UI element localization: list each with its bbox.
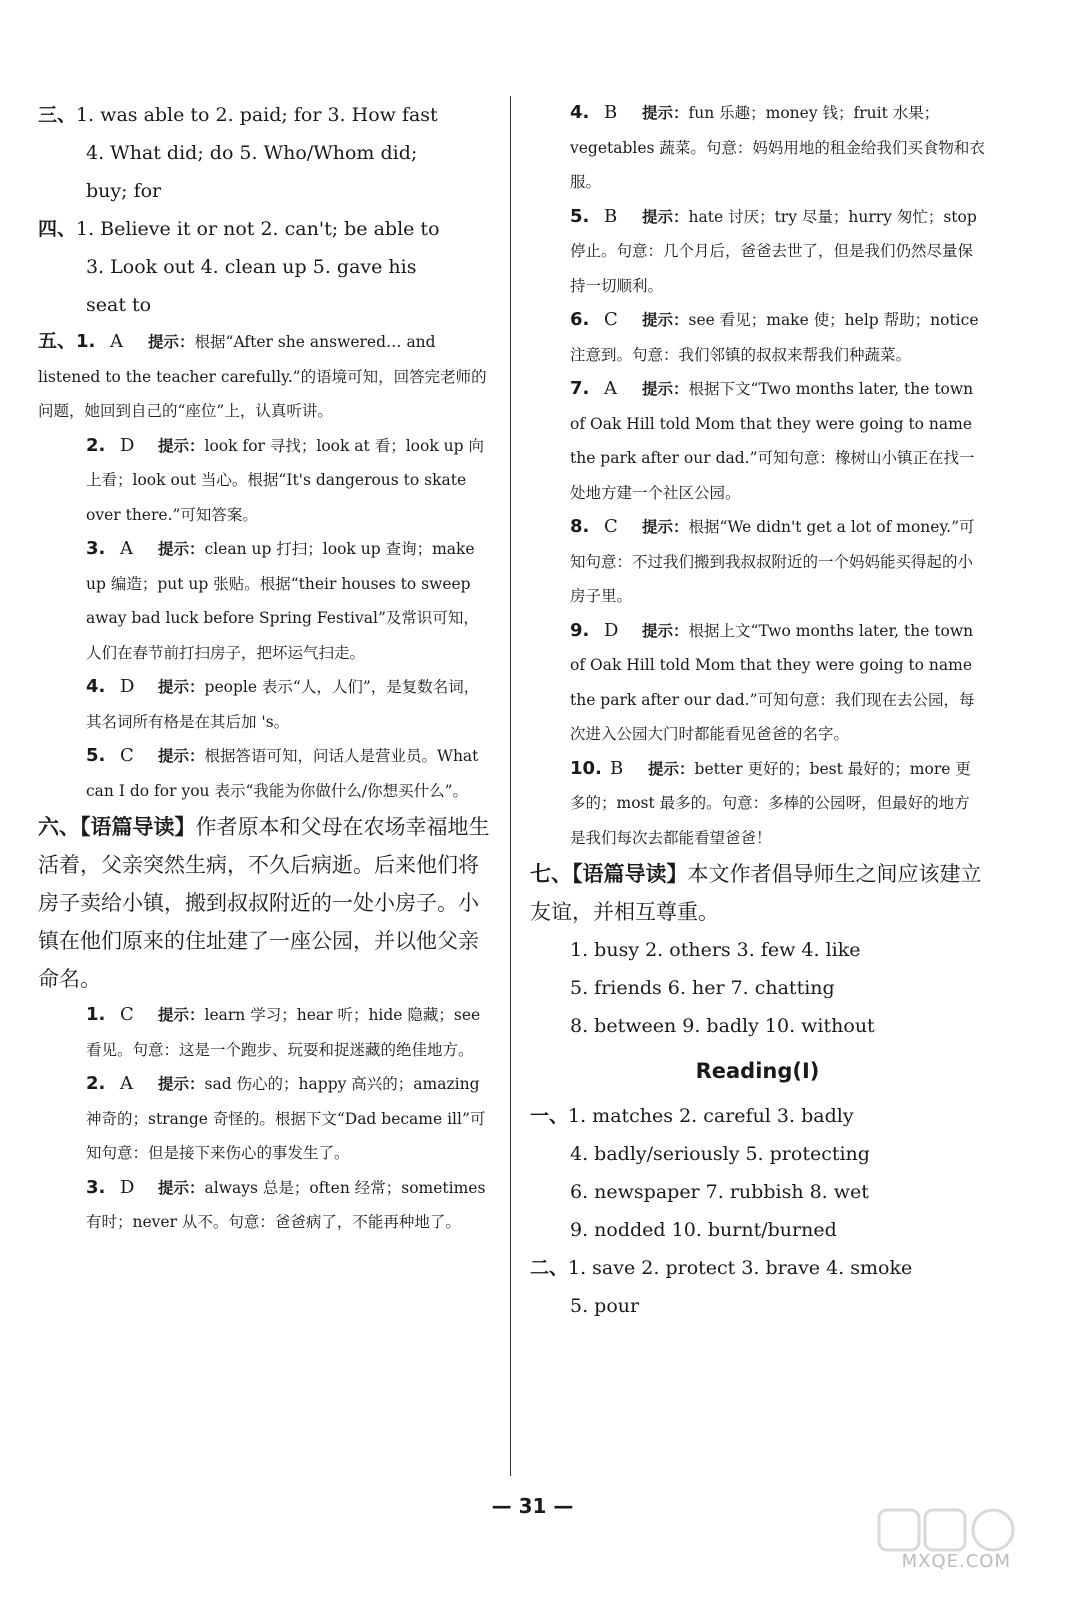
column-divider bbox=[510, 96, 511, 1476]
item-text: learn 学习；hear 听；hide 隐藏；see 看见。句意：这是一个跑步、玩耍和捉迷藏的绝佳地方。 bbox=[86, 1006, 481, 1059]
answer-line: 1. matches 2. careful 3. badly bbox=[568, 1105, 854, 1127]
tip-label: 提示： bbox=[642, 518, 689, 536]
item-number: 2. bbox=[86, 434, 106, 456]
list-item bbox=[530, 752, 985, 856]
list-item bbox=[530, 96, 985, 200]
section-7 bbox=[530, 855, 985, 1045]
tip-label: 提示： bbox=[648, 759, 695, 778]
section-marker: 七、 bbox=[530, 861, 572, 886]
section-6 bbox=[38, 808, 493, 1240]
watermark-text: MXQE.COM bbox=[901, 1551, 1011, 1572]
list-item bbox=[38, 739, 493, 808]
section-marker: 三、 bbox=[38, 104, 77, 126]
answer-line: 4. What did; do 5. Who/Whom did; bbox=[86, 142, 418, 164]
answer-line: 5. friends 6. her 7. chatting bbox=[570, 977, 835, 999]
item-number: 4. bbox=[570, 102, 590, 123]
tip-label: 提示： bbox=[158, 1178, 205, 1197]
answer-line: seat to bbox=[86, 294, 152, 316]
item-number: 9. bbox=[570, 619, 590, 641]
tip-label: 提示： bbox=[158, 678, 205, 696]
item-choice: C bbox=[604, 309, 618, 330]
section-marker: 四、 bbox=[38, 218, 77, 240]
item-choice: D bbox=[604, 619, 619, 641]
guide-text: 作者原本和父母在农场幸福地生活着，父亲突然生病，不久后病逝。后来他们将房子卖给小镇，搬到叔叔附近的一处小房子。小镇在他们原来的住址建了一座公园，并以他父亲命名。 bbox=[38, 815, 490, 991]
list-item bbox=[530, 303, 985, 372]
item-number: 2. bbox=[86, 1073, 106, 1094]
list-item bbox=[38, 1171, 493, 1240]
answer-line: 8. between 9. badly 10. without bbox=[570, 1015, 875, 1037]
item-choice: C bbox=[120, 1004, 134, 1025]
section-marker: 一、 bbox=[530, 1105, 569, 1127]
item-text: better 更好的；best 最好的；more 更多的；most 最多的。句意：多棒的公园呀，但最好的地方是我们每次去都能看望爸爸！ bbox=[570, 759, 971, 847]
item-text: sad 伤心的；happy 高兴的；amazing 神奇的；strange 奇怪的。根据下文“Dad became ill”可知句意：但是接下来伤心的事发生了。 bbox=[86, 1075, 486, 1162]
answer-line: 3. Look out 4. clean up 5. gave his bbox=[86, 256, 417, 278]
answer-line: 5. pour bbox=[570, 1295, 640, 1317]
item-choice: B bbox=[610, 757, 624, 779]
section-marker: 六、 bbox=[38, 814, 80, 839]
item-number: 10. bbox=[570, 757, 602, 779]
item-text: 根据“We didn't get a lot of money.”可知句意：不过我们搬到我叔叔附近的一个妈妈能买得起的小房子里。 bbox=[570, 518, 975, 605]
item-number: 8. bbox=[570, 516, 590, 537]
answer-line: buy; for bbox=[86, 180, 162, 202]
list-item bbox=[38, 532, 493, 670]
item-choice: D bbox=[120, 434, 135, 456]
section-heading: Reading(Ⅰ) bbox=[695, 1059, 820, 1083]
item-choice: C bbox=[120, 745, 134, 766]
list-item bbox=[38, 429, 493, 533]
tip-label: 提示： bbox=[158, 747, 205, 765]
section-3 bbox=[38, 96, 493, 210]
item-text: see 看见；make 使；help 帮助；notice 注意到。句意：我们邻镇的叔叔来帮我们种蔬菜。 bbox=[570, 311, 979, 364]
tip-label: 提示： bbox=[642, 380, 689, 398]
list-item bbox=[530, 200, 985, 304]
item-number: 7. bbox=[570, 378, 590, 399]
item-choice: A bbox=[120, 1073, 133, 1094]
section-marker: 五、 bbox=[38, 330, 77, 352]
reading-guide bbox=[38, 808, 493, 998]
item-text: look for 寻找；look at 看；look up 向上看；look out 当心。根据“It's dangerous to skate over there.”可知答案。 bbox=[86, 436, 484, 524]
list-item bbox=[530, 614, 985, 752]
section-4 bbox=[38, 210, 493, 324]
tip-label: 提示： bbox=[158, 1006, 205, 1024]
answer-line: 1. busy 2. others 3. few 4. like bbox=[570, 939, 861, 961]
list-item bbox=[38, 998, 493, 1067]
reading-section-1 bbox=[530, 1097, 985, 1249]
answer-line: 1. save 2. protect 3. brave 4. smoke bbox=[568, 1257, 913, 1279]
tip-label: 提示： bbox=[158, 436, 205, 455]
answer-line: 1. was able to 2. paid; for 3. How fast bbox=[76, 104, 438, 126]
item-choice: A bbox=[604, 378, 617, 399]
section-6-continued bbox=[530, 96, 985, 855]
item-text: people 表示“人，人们”，是复数名词，其名词所有格是在其后加 's。 bbox=[86, 678, 480, 731]
item-text: always 总是；often 经常；sometimes 有时；never 从不。句意：爸爸病了，不能再种地了。 bbox=[86, 1178, 486, 1231]
section-5 bbox=[38, 324, 493, 808]
item-choice: D bbox=[120, 676, 135, 697]
item-text: hate 讨厌；try 尽量；hurry 匆忙；stop 停止。句意：几个月后，爸爸去世了，但是我们仍然尽量保持一切顺利。 bbox=[570, 207, 977, 295]
tip-label: 提示： bbox=[148, 333, 195, 351]
item-choice: A bbox=[110, 331, 124, 352]
item-number: 1. bbox=[76, 331, 96, 352]
answer-line: 9. nodded 10. burnt/burned bbox=[570, 1219, 837, 1241]
tip-label: 提示： bbox=[158, 540, 205, 558]
list-item bbox=[530, 510, 985, 614]
item-number: 1. bbox=[86, 1004, 106, 1025]
page-number: — 31 — bbox=[491, 1494, 574, 1518]
tip-label: 提示： bbox=[642, 104, 689, 122]
item-number: 5. bbox=[570, 205, 590, 227]
item-choice: C bbox=[604, 516, 618, 537]
reading-section-2 bbox=[530, 1249, 985, 1325]
item-choice: D bbox=[120, 1176, 135, 1198]
guide-label: 【语篇导读】 bbox=[572, 861, 688, 886]
item-text: 根据“After she answered… and listened to the teacher carefully.”的语境可知，回答完老师的问题，她回到自己的“座位”上，认真听讲。 bbox=[38, 333, 487, 420]
answer-line: 1. Believe it or not 2. can't; be able to bbox=[76, 218, 440, 240]
guide-text: 本文作者倡导师生之间应该建立友谊，并相互尊重。 bbox=[530, 862, 982, 924]
item-text: clean up 打扫；look up 查询；make up 编造；put up 张贴。根据“their houses to sweep away bad luck before Spring Festival”及常识可知，人们在春节前打扫房子，把坏运气扫走。 bbox=[86, 540, 479, 662]
list-item bbox=[38, 324, 493, 429]
item-text: fun 乐趣；money 钱；fruit 水果；vegetables 蔬菜。句意：妈妈用地的租金给我们买食物和衣服。 bbox=[570, 104, 985, 191]
item-number: 4. bbox=[86, 676, 106, 697]
item-text: 根据答语可知，问话人是营业员。What can I do for you 表示“我能为你做什么/你想买什么”。 bbox=[86, 747, 479, 800]
list-item bbox=[38, 1067, 493, 1171]
item-number: 5. bbox=[86, 745, 106, 766]
right-column bbox=[530, 96, 985, 1325]
answer-block bbox=[530, 931, 985, 1045]
item-choice: B bbox=[604, 102, 618, 123]
list-item bbox=[530, 372, 985, 510]
tip-label: 提示： bbox=[642, 311, 689, 329]
item-text: 根据上文“Two months later, the town of Oak Hill told Mom that they were going to name the park after our dad.”可知句意：我们现在去公园，每次进入公园大门时都能看见爸爸的名字。 bbox=[570, 621, 975, 743]
item-choice: B bbox=[604, 205, 618, 227]
list-item bbox=[38, 670, 493, 739]
item-number: 6. bbox=[570, 309, 590, 330]
item-number: 3. bbox=[86, 1176, 106, 1198]
tip-label: 提示： bbox=[642, 207, 689, 226]
section-marker: 二、 bbox=[530, 1257, 569, 1279]
item-number: 3. bbox=[86, 538, 106, 559]
tip-label: 提示： bbox=[642, 621, 689, 640]
guide-label: 【语篇导读】 bbox=[80, 814, 196, 839]
answer-line: 6. newspaper 7. rubbish 8. wet bbox=[570, 1181, 869, 1203]
tip-label: 提示： bbox=[158, 1075, 205, 1093]
left-column bbox=[38, 96, 493, 1240]
answer-line: 4. badly/seriously 5. protecting bbox=[570, 1143, 870, 1165]
item-text: 根据下文“Two months later, the town of Oak Hill told Mom that they were going to name the park after our dad.”可知句意：橡树山小镇正在找一处地方建一个社区公园。 bbox=[570, 380, 975, 502]
reading-guide bbox=[530, 855, 985, 931]
item-choice: A bbox=[120, 538, 133, 559]
